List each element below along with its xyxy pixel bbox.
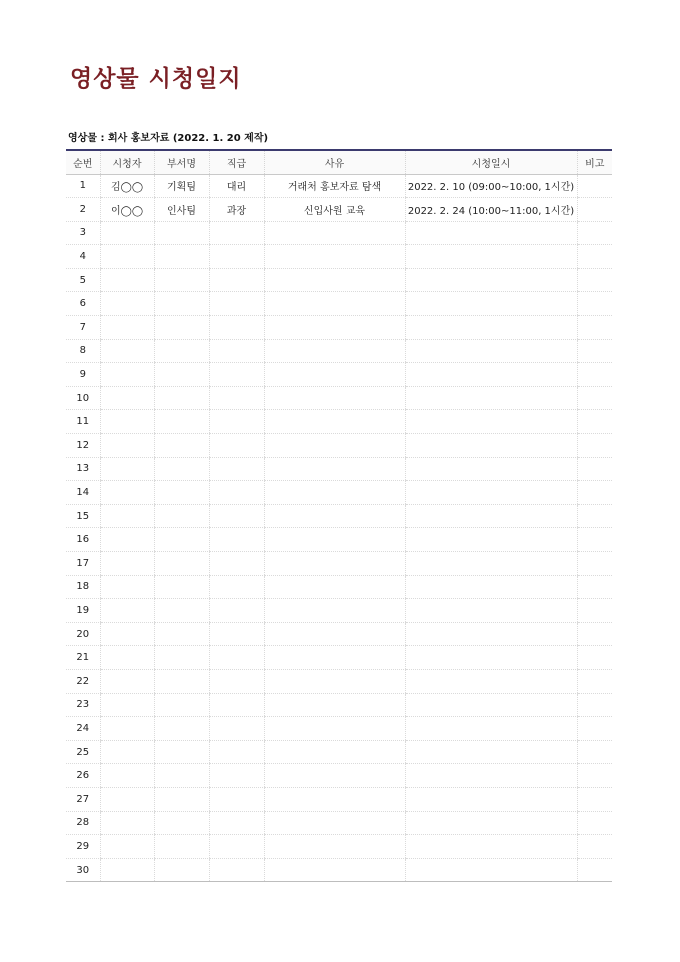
table-row bbox=[66, 693, 612, 717]
note-cell bbox=[577, 481, 612, 505]
department-cell bbox=[154, 787, 209, 811]
index-cell: 15 bbox=[66, 504, 100, 528]
viewer-cell bbox=[100, 481, 154, 505]
datetime-cell bbox=[405, 622, 577, 646]
reason-cell bbox=[264, 575, 405, 599]
video-subtitle: 영상물 : 회사 홍보자료 (2022. 1. 20 제작) bbox=[68, 133, 269, 144]
department-cell bbox=[154, 693, 209, 717]
viewer-cell bbox=[100, 835, 154, 859]
viewer-cell bbox=[100, 386, 154, 410]
viewer-cell bbox=[100, 221, 154, 245]
index-cell: 4 bbox=[66, 245, 100, 269]
viewer-cell bbox=[100, 245, 154, 269]
reason-cell: 신입사원 교육 bbox=[264, 198, 405, 222]
note-cell bbox=[577, 787, 612, 811]
index-cell: 5 bbox=[66, 268, 100, 292]
datetime-cell bbox=[405, 787, 577, 811]
reason-cell bbox=[264, 268, 405, 292]
department-cell bbox=[154, 504, 209, 528]
reason-cell bbox=[264, 410, 405, 434]
rank-cell bbox=[209, 245, 264, 269]
note-cell bbox=[577, 599, 612, 623]
datetime-cell bbox=[405, 268, 577, 292]
reason-cell bbox=[264, 787, 405, 811]
table-row bbox=[66, 528, 612, 552]
datetime-cell bbox=[405, 669, 577, 693]
reason-cell bbox=[264, 434, 405, 458]
datetime-cell bbox=[405, 292, 577, 316]
index-cell: 8 bbox=[66, 339, 100, 363]
viewer-cell bbox=[100, 457, 154, 481]
department-cell bbox=[154, 481, 209, 505]
reason-cell bbox=[264, 740, 405, 764]
index-cell: 3 bbox=[66, 221, 100, 245]
reason-cell bbox=[264, 386, 405, 410]
note-cell bbox=[577, 363, 612, 387]
index-cell: 9 bbox=[66, 363, 100, 387]
datetime-cell: 2022. 2. 10 (09:00~10:00, 1시간) bbox=[405, 174, 577, 198]
note-cell bbox=[577, 693, 612, 717]
note-cell bbox=[577, 434, 612, 458]
table-row bbox=[66, 339, 612, 363]
note-cell bbox=[577, 339, 612, 363]
viewer-cell bbox=[100, 434, 154, 458]
rank-cell bbox=[209, 717, 264, 741]
table-row bbox=[66, 434, 612, 458]
table-row bbox=[66, 787, 612, 811]
rank-cell bbox=[209, 552, 264, 576]
reason-cell: 거래처 홍보자료 탐색 bbox=[264, 174, 405, 198]
department-cell bbox=[154, 764, 209, 788]
rank-cell bbox=[209, 811, 264, 835]
rank-cell bbox=[209, 268, 264, 292]
note-cell bbox=[577, 740, 612, 764]
index-cell: 17 bbox=[66, 552, 100, 576]
header-col-viewer: 시청자 bbox=[100, 150, 154, 174]
table-row bbox=[66, 575, 612, 599]
viewer-cell bbox=[100, 316, 154, 340]
rank-cell bbox=[209, 835, 264, 859]
rank-cell bbox=[209, 646, 264, 670]
datetime-cell bbox=[405, 316, 577, 340]
viewer-cell bbox=[100, 622, 154, 646]
viewer-cell bbox=[100, 599, 154, 623]
datetime-cell bbox=[405, 552, 577, 576]
note-cell bbox=[577, 174, 612, 198]
header-col-datetime: 시청일시 bbox=[405, 150, 577, 174]
viewer-cell bbox=[100, 717, 154, 741]
note-cell bbox=[577, 858, 612, 882]
datetime-cell bbox=[405, 457, 577, 481]
viewer-cell bbox=[100, 363, 154, 387]
department-cell: 기획팀 bbox=[154, 174, 209, 198]
index-cell: 30 bbox=[66, 858, 100, 882]
rank-cell bbox=[209, 740, 264, 764]
index-cell: 2 bbox=[66, 198, 100, 222]
datetime-cell bbox=[405, 599, 577, 623]
datetime-cell bbox=[405, 646, 577, 670]
department-cell bbox=[154, 363, 209, 387]
department-cell bbox=[154, 811, 209, 835]
index-cell: 25 bbox=[66, 740, 100, 764]
reason-cell bbox=[264, 363, 405, 387]
viewer-cell bbox=[100, 669, 154, 693]
rank-cell bbox=[209, 339, 264, 363]
table-row bbox=[66, 268, 612, 292]
table-row bbox=[66, 669, 612, 693]
viewing-log-table bbox=[66, 149, 612, 882]
reason-cell bbox=[264, 835, 405, 859]
table-row bbox=[66, 811, 612, 835]
table-row bbox=[66, 599, 612, 623]
note-cell bbox=[577, 835, 612, 859]
header-col-rank: 직급 bbox=[209, 150, 264, 174]
department-cell bbox=[154, 646, 209, 670]
rank-cell bbox=[209, 622, 264, 646]
table-row bbox=[66, 221, 612, 245]
datetime-cell bbox=[405, 339, 577, 363]
reason-cell bbox=[264, 504, 405, 528]
reason-cell bbox=[264, 717, 405, 741]
datetime-cell bbox=[405, 858, 577, 882]
reason-cell bbox=[264, 669, 405, 693]
note-cell bbox=[577, 811, 612, 835]
note-cell bbox=[577, 552, 612, 576]
rank-cell bbox=[209, 764, 264, 788]
department-cell bbox=[154, 858, 209, 882]
rank-cell bbox=[209, 410, 264, 434]
department-cell bbox=[154, 740, 209, 764]
department-cell bbox=[154, 575, 209, 599]
reason-cell bbox=[264, 316, 405, 340]
reason-cell bbox=[264, 481, 405, 505]
note-cell bbox=[577, 504, 612, 528]
reason-cell bbox=[264, 245, 405, 269]
index-cell: 7 bbox=[66, 316, 100, 340]
datetime-cell: 2022. 2. 24 (10:00~11:00, 1시간) bbox=[405, 198, 577, 222]
index-cell: 11 bbox=[66, 410, 100, 434]
table-row bbox=[66, 198, 612, 222]
table-header-row bbox=[66, 150, 612, 174]
department-cell: 인사팀 bbox=[154, 198, 209, 222]
reason-cell bbox=[264, 811, 405, 835]
rank-cell bbox=[209, 599, 264, 623]
index-cell: 19 bbox=[66, 599, 100, 623]
reason-cell bbox=[264, 528, 405, 552]
datetime-cell bbox=[405, 363, 577, 387]
rank-cell bbox=[209, 669, 264, 693]
rank-cell bbox=[209, 858, 264, 882]
reason-cell bbox=[264, 552, 405, 576]
table-row bbox=[66, 386, 612, 410]
table-body bbox=[66, 174, 612, 882]
rank-cell bbox=[209, 221, 264, 245]
viewer-cell bbox=[100, 811, 154, 835]
viewer-cell bbox=[100, 292, 154, 316]
viewer-cell bbox=[100, 268, 154, 292]
rank-cell bbox=[209, 693, 264, 717]
table-row bbox=[66, 835, 612, 859]
department-cell bbox=[154, 339, 209, 363]
note-cell bbox=[577, 316, 612, 340]
viewer-cell bbox=[100, 764, 154, 788]
table-row bbox=[66, 481, 612, 505]
department-cell bbox=[154, 245, 209, 269]
datetime-cell bbox=[405, 245, 577, 269]
department-cell bbox=[154, 528, 209, 552]
table-row bbox=[66, 174, 612, 198]
note-cell bbox=[577, 764, 612, 788]
department-cell bbox=[154, 268, 209, 292]
rank-cell bbox=[209, 528, 264, 552]
viewer-cell bbox=[100, 646, 154, 670]
datetime-cell bbox=[405, 410, 577, 434]
table-row bbox=[66, 504, 612, 528]
department-cell bbox=[154, 292, 209, 316]
department-cell bbox=[154, 622, 209, 646]
index-cell: 29 bbox=[66, 835, 100, 859]
header-col-department: 부서명 bbox=[154, 150, 209, 174]
table-row bbox=[66, 292, 612, 316]
rank-cell bbox=[209, 292, 264, 316]
note-cell bbox=[577, 669, 612, 693]
rank-cell bbox=[209, 434, 264, 458]
header-col-index: 순번 bbox=[66, 150, 100, 174]
rank-cell bbox=[209, 386, 264, 410]
reason-cell bbox=[264, 622, 405, 646]
note-cell bbox=[577, 646, 612, 670]
note-cell bbox=[577, 221, 612, 245]
page-title: 영상물 시청일지 bbox=[70, 66, 242, 92]
table-row bbox=[66, 646, 612, 670]
reason-cell bbox=[264, 339, 405, 363]
reason-cell bbox=[264, 764, 405, 788]
note-cell bbox=[577, 245, 612, 269]
viewer-cell bbox=[100, 528, 154, 552]
table-row bbox=[66, 552, 612, 576]
viewer-cell bbox=[100, 504, 154, 528]
datetime-cell bbox=[405, 504, 577, 528]
index-cell: 1 bbox=[66, 174, 100, 198]
datetime-cell bbox=[405, 835, 577, 859]
index-cell: 12 bbox=[66, 434, 100, 458]
table-row bbox=[66, 858, 612, 882]
index-cell: 28 bbox=[66, 811, 100, 835]
viewer-cell bbox=[100, 552, 154, 576]
index-cell: 14 bbox=[66, 481, 100, 505]
viewer-cell bbox=[100, 339, 154, 363]
index-cell: 26 bbox=[66, 764, 100, 788]
table-row bbox=[66, 316, 612, 340]
index-cell: 13 bbox=[66, 457, 100, 481]
table-row bbox=[66, 764, 612, 788]
note-cell bbox=[577, 622, 612, 646]
note-cell bbox=[577, 717, 612, 741]
rank-cell bbox=[209, 787, 264, 811]
table-row bbox=[66, 410, 612, 434]
viewer-cell bbox=[100, 858, 154, 882]
index-cell: 10 bbox=[66, 386, 100, 410]
reason-cell bbox=[264, 858, 405, 882]
viewer-cell: 이◯◯ bbox=[100, 198, 154, 222]
department-cell bbox=[154, 221, 209, 245]
department-cell bbox=[154, 457, 209, 481]
index-cell: 21 bbox=[66, 646, 100, 670]
reason-cell bbox=[264, 693, 405, 717]
reason-cell bbox=[264, 292, 405, 316]
department-cell bbox=[154, 410, 209, 434]
datetime-cell bbox=[405, 434, 577, 458]
note-cell bbox=[577, 575, 612, 599]
department-cell bbox=[154, 434, 209, 458]
datetime-cell bbox=[405, 386, 577, 410]
viewer-cell: 김◯◯ bbox=[100, 174, 154, 198]
table-row bbox=[66, 622, 612, 646]
rank-cell bbox=[209, 363, 264, 387]
index-cell: 18 bbox=[66, 575, 100, 599]
department-cell bbox=[154, 835, 209, 859]
note-cell bbox=[577, 268, 612, 292]
reason-cell bbox=[264, 646, 405, 670]
department-cell bbox=[154, 552, 209, 576]
datetime-cell bbox=[405, 717, 577, 741]
table-row bbox=[66, 245, 612, 269]
datetime-cell bbox=[405, 740, 577, 764]
rank-cell: 과장 bbox=[209, 198, 264, 222]
rank-cell: 대리 bbox=[209, 174, 264, 198]
rank-cell bbox=[209, 504, 264, 528]
datetime-cell bbox=[405, 764, 577, 788]
rank-cell bbox=[209, 457, 264, 481]
reason-cell bbox=[264, 599, 405, 623]
datetime-cell bbox=[405, 575, 577, 599]
viewer-cell bbox=[100, 410, 154, 434]
datetime-cell bbox=[405, 528, 577, 552]
index-cell: 27 bbox=[66, 787, 100, 811]
index-cell: 20 bbox=[66, 622, 100, 646]
index-cell: 22 bbox=[66, 669, 100, 693]
note-cell bbox=[577, 292, 612, 316]
table-row bbox=[66, 457, 612, 481]
department-cell bbox=[154, 669, 209, 693]
viewer-cell bbox=[100, 787, 154, 811]
department-cell bbox=[154, 599, 209, 623]
header-col-note: 비고 bbox=[577, 150, 612, 174]
viewer-cell bbox=[100, 693, 154, 717]
datetime-cell bbox=[405, 481, 577, 505]
table-row bbox=[66, 363, 612, 387]
note-cell bbox=[577, 457, 612, 481]
viewer-cell bbox=[100, 575, 154, 599]
note-cell bbox=[577, 528, 612, 552]
rank-cell bbox=[209, 316, 264, 340]
department-cell bbox=[154, 386, 209, 410]
viewer-cell bbox=[100, 740, 154, 764]
index-cell: 23 bbox=[66, 693, 100, 717]
table-row bbox=[66, 740, 612, 764]
table-row bbox=[66, 717, 612, 741]
index-cell: 16 bbox=[66, 528, 100, 552]
note-cell bbox=[577, 198, 612, 222]
note-cell bbox=[577, 410, 612, 434]
reason-cell bbox=[264, 221, 405, 245]
datetime-cell bbox=[405, 693, 577, 717]
datetime-cell bbox=[405, 811, 577, 835]
datetime-cell bbox=[405, 221, 577, 245]
department-cell bbox=[154, 316, 209, 340]
index-cell: 6 bbox=[66, 292, 100, 316]
header-col-reason: 사유 bbox=[264, 150, 405, 174]
rank-cell bbox=[209, 481, 264, 505]
department-cell bbox=[154, 717, 209, 741]
rank-cell bbox=[209, 575, 264, 599]
reason-cell bbox=[264, 457, 405, 481]
note-cell bbox=[577, 386, 612, 410]
index-cell: 24 bbox=[66, 717, 100, 741]
